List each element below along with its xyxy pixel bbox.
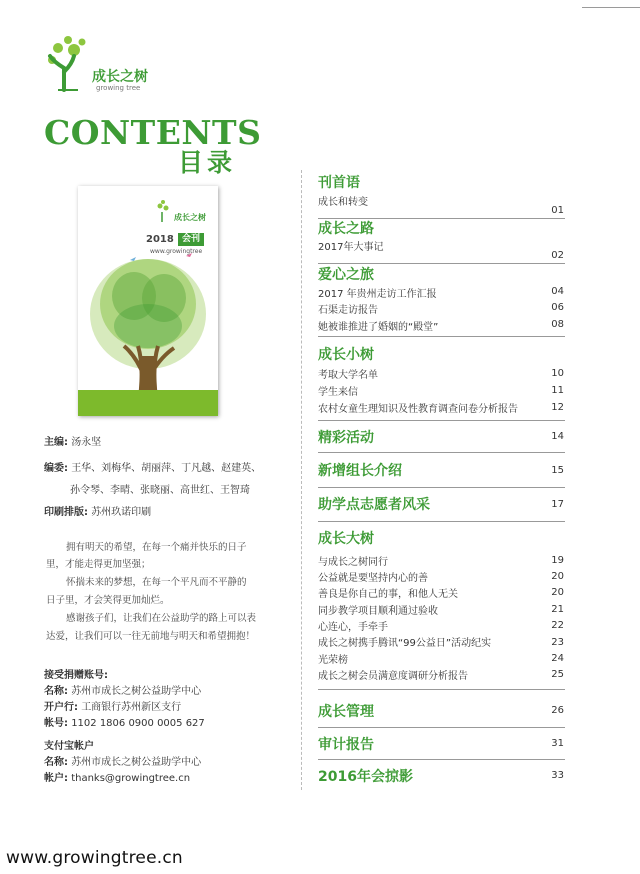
board-label: 编委: (44, 463, 68, 474)
toc-page: 33 (551, 770, 564, 781)
toc-page: 10 (551, 368, 564, 379)
toc-item[interactable]: 同步教学项目顺利通过验收 (318, 606, 438, 617)
toc-item[interactable]: 公益就是要坚持内心的善 (318, 573, 428, 584)
essay-line: 怀揣未来的梦想，在每一个平凡而不平静的 (66, 577, 247, 588)
essay-line: 感谢孩子们，让我们在公益助学的路上可以表 (66, 613, 257, 624)
toc-page: 26 (551, 705, 564, 716)
cover-hui: 会刊 (178, 233, 204, 246)
alipay-name (44, 755, 201, 770)
toc-rule (318, 487, 565, 488)
toc-page: 14 (551, 431, 564, 442)
bank-account-label: 帐号: (44, 718, 68, 729)
toc-rule (318, 452, 565, 453)
logo-brand-en: growing tree (96, 84, 141, 92)
credit-print (44, 506, 151, 520)
toc-rule (318, 727, 565, 728)
toc-section-title[interactable]: 成长大树 (318, 531, 374, 547)
credit-board (44, 462, 261, 476)
cover-ground (78, 390, 218, 416)
board-line1: 王华、刘梅华、胡丽萍、丁凡越、赵建英、 (71, 463, 262, 474)
toc-section-title[interactable]: 成长小树 (318, 347, 374, 363)
toc-item[interactable]: 成长之树会员满意度调研分析报告 (318, 671, 468, 682)
toc-section-title[interactable]: 爱心之旅 (318, 267, 374, 283)
toc-page: 19 (551, 555, 564, 566)
board-line2: 孙令琴、李晴、张晓丽、高世红、王智琦 (70, 485, 250, 496)
toc-item[interactable]: 善良是你自己的事，和他人无关 (318, 589, 458, 600)
toc-page: 25 (551, 669, 564, 680)
toc-page: 06 (551, 302, 564, 313)
toc-rule (318, 521, 565, 522)
toc-page: 12 (551, 402, 564, 413)
logo (44, 36, 174, 96)
toc-item[interactable]: 考取大学名单 (318, 370, 378, 381)
toc-page: 02 (551, 250, 564, 261)
logo-brand-cn: 成长之树 (92, 69, 148, 85)
cover-brand: 成长之树 (174, 213, 206, 222)
toc-item[interactable]: 石渠走访报告 (318, 305, 378, 316)
alipay-heading: 支付宝帐户 (44, 741, 94, 752)
bank-name-value: 苏州市成长之树公益助学中心 (71, 686, 202, 697)
toc-item[interactable]: 2017年大事记 (318, 242, 384, 253)
print-label: 印刷排版: (44, 507, 88, 518)
toc-item[interactable]: 成长之树携手腾讯“99公益日”活动纪实 (318, 638, 492, 649)
cover-thumbnail (78, 186, 218, 416)
page-title: CONTENTS (44, 113, 262, 152)
toc-item[interactable]: 成长和转变 (318, 197, 368, 208)
alipay-name-value: 苏州市成长之树公益助学中心 (71, 757, 202, 768)
toc-page: 21 (551, 604, 564, 615)
bank-account-value: 1102 1806 0900 0005 627 (71, 718, 205, 729)
footer-url: www.growingtree.cn (6, 848, 183, 868)
toc-rule (318, 689, 565, 690)
toc-section-title[interactable]: 审计报告 (318, 737, 374, 753)
print-name: 苏州玖诺印刷 (91, 507, 152, 518)
toc-item[interactable]: 心连心，手牵手 (318, 622, 388, 633)
bank-account (44, 716, 205, 731)
toc-section-title[interactable]: 2016年会掠影 (318, 769, 413, 785)
toc-page: 17 (551, 499, 564, 510)
toc-rule (318, 420, 565, 421)
toc-page: 08 (551, 319, 564, 330)
toc-page: 20 (551, 587, 564, 598)
bank-name-label: 名称: (44, 686, 68, 697)
page-title-cn: 目录 (178, 148, 237, 177)
essay-line: 日子里，才会笑得更加灿烂。 (46, 595, 170, 606)
toc-section-title[interactable]: 成长之路 (318, 221, 374, 237)
toc-item[interactable]: 2017 年贵州走访工作汇报 (318, 289, 437, 300)
alipay-name-label: 名称: (44, 757, 68, 768)
credit-editor (44, 436, 101, 450)
bank-branch-label: 开户行: (44, 702, 78, 713)
toc-section-title[interactable]: 助学点志愿者风采 (318, 497, 430, 513)
top-corner-rule (582, 0, 640, 8)
toc-page: 31 (551, 738, 564, 749)
toc-page: 01 (551, 205, 564, 216)
toc-item[interactable]: 学生来信 (318, 387, 358, 398)
editor-label: 主编: (44, 437, 68, 448)
toc-page: 11 (551, 385, 564, 396)
editor-name: 汤永坚 (71, 437, 102, 448)
toc-rule (318, 336, 565, 337)
alipay-account (44, 771, 190, 786)
alipay-account-label: 帐户: (44, 773, 68, 784)
toc-page: 22 (551, 620, 564, 631)
bank-branch-value: 工商银行苏州新区支行 (81, 702, 182, 713)
bank-branch (44, 700, 181, 715)
cover-url: www.growingtree (150, 248, 203, 255)
toc-rule (318, 759, 565, 760)
toc-item[interactable]: 她被谁推进了婚姻的“殿堂” (318, 322, 439, 333)
essay-line: 达爱，让我们可以一往无前地与明天和希望拥抱！ (46, 631, 256, 642)
bank-heading: 接受捐赠账号: (44, 670, 108, 681)
toc-item[interactable]: 农村女童生理知识及性教育调查问卷分析报告 (318, 404, 518, 415)
cover-year: 2018 (146, 234, 174, 245)
toc-section-title[interactable]: 成长管理 (318, 704, 374, 720)
toc-section-title[interactable]: 刊首语 (318, 175, 360, 191)
essay-line: 拥有明天的希望，在每一个痛并快乐的日子 (66, 542, 247, 553)
toc-page: 15 (551, 465, 564, 476)
toc-section-title[interactable]: 精彩活动 (318, 430, 374, 446)
bank-name (44, 684, 201, 699)
toc-divider (301, 170, 302, 790)
toc-item[interactable]: 与成长之树同行 (318, 557, 388, 568)
toc-section-title[interactable]: 新增组长介绍 (318, 463, 402, 479)
toc-page: 23 (551, 637, 564, 648)
toc-page: 24 (551, 653, 564, 664)
toc-page: 04 (551, 286, 564, 297)
essay-line: 里，才能走得更加坚强； (46, 559, 151, 570)
toc-page: 20 (551, 571, 564, 582)
alipay-account-value: thanks@growingtree.cn (71, 773, 191, 784)
toc-item[interactable]: 光荣榜 (318, 655, 348, 666)
